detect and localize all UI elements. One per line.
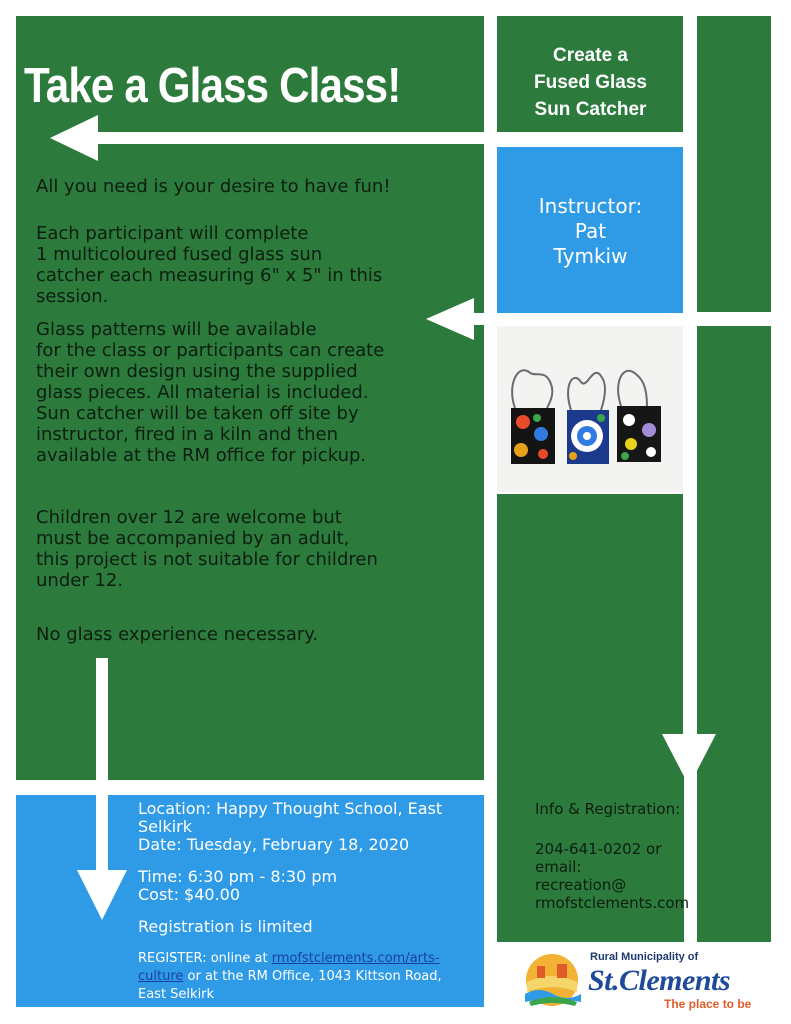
arrow-down-left-icon bbox=[77, 658, 127, 920]
location-line: Selkirk bbox=[138, 817, 192, 836]
paragraph-line: session. bbox=[36, 286, 109, 307]
register-line: East Selkirk bbox=[138, 987, 215, 1002]
register-line bbox=[138, 950, 478, 968]
subtitle bbox=[503, 42, 678, 123]
paragraph-line: must be accompanied by an adult, bbox=[36, 528, 350, 549]
register-suffix: or at the RM Office, 1043 Kittson Road, bbox=[183, 969, 442, 984]
logo-name: St.Clements bbox=[588, 964, 731, 997]
subtitle-line: Sun Catcher bbox=[534, 99, 647, 120]
registration-note: Registration is limited bbox=[138, 917, 313, 936]
instructor-label: Instructor: bbox=[538, 194, 643, 218]
paragraph-line: their own design using the supplied bbox=[36, 361, 358, 382]
register-prefix: REGISTER: online at bbox=[138, 951, 272, 966]
logo-rural-text: Rural Municipality of bbox=[590, 951, 699, 963]
email-label: email: bbox=[535, 858, 582, 876]
paragraph-line: instructor, fired in a kiln and then bbox=[36, 424, 339, 445]
event-details bbox=[138, 800, 478, 1004]
event-date: Date: Tuesday, February 18, 2020 bbox=[138, 835, 410, 854]
instructor-name: Tymkiw bbox=[553, 244, 628, 268]
participant-paragraph bbox=[36, 223, 476, 307]
register-link[interactable]: rmofstclements.com/arts- bbox=[271, 951, 440, 966]
paragraph-line: 1 multicoloured fused glass sun bbox=[36, 244, 323, 265]
email-address: rmofstclements.com bbox=[535, 894, 690, 912]
intro-text: All you need is your desire to have fun! bbox=[36, 176, 391, 197]
instructor-name: Pat bbox=[574, 219, 607, 243]
info-heading: Info & Registration: bbox=[535, 800, 681, 818]
paragraph-line: Children over 12 are welcome but bbox=[36, 507, 342, 528]
paragraph-line: glass pieces. All material is included. bbox=[36, 382, 369, 403]
event-cost: Cost: $40.00 bbox=[138, 885, 241, 904]
paragraph-line: this project is not suitable for children bbox=[36, 549, 378, 570]
subtitle-line: Fused Glass bbox=[534, 72, 647, 93]
subtitle-line: Create a bbox=[553, 45, 628, 66]
email-address: recreation@ bbox=[535, 876, 627, 894]
info-registration bbox=[535, 800, 695, 912]
children-paragraph bbox=[36, 507, 476, 591]
phone-number: 204-641-0202 or bbox=[535, 840, 662, 858]
patterns-paragraph bbox=[36, 319, 476, 466]
paragraph-line: under 12. bbox=[36, 570, 124, 591]
paragraph-line: for the class or participants can create bbox=[36, 340, 385, 361]
event-time: Time: 6:30 pm - 8:30 pm bbox=[138, 867, 338, 886]
page-title: Take a Glass Class! bbox=[24, 59, 401, 113]
arrow-down-right-icon bbox=[662, 16, 716, 786]
paragraph-line: Sun catcher will be taken off site by bbox=[36, 403, 359, 424]
sun-catcher-illustration bbox=[497, 326, 684, 492]
municipality-logo-icon bbox=[519, 952, 585, 1008]
paragraph-line: Glass patterns will be available bbox=[36, 319, 317, 340]
sun-catcher-photo bbox=[497, 326, 684, 492]
location-line: Location: Happy Thought School, East bbox=[138, 799, 443, 818]
paragraph-line: catcher each measuring 6" x 5" in this bbox=[36, 265, 383, 286]
instructor-info bbox=[503, 194, 678, 269]
logo-tagline: The place to be bbox=[664, 997, 752, 1011]
register-line bbox=[138, 968, 478, 986]
arrow-left-icon bbox=[50, 113, 498, 163]
paragraph-line: available at the RM office for pickup. bbox=[36, 445, 367, 466]
paragraph-line: Each participant will complete bbox=[36, 223, 309, 244]
experience-text: No glass experience necessary. bbox=[36, 624, 319, 645]
register-link[interactable]: culture bbox=[138, 969, 184, 984]
